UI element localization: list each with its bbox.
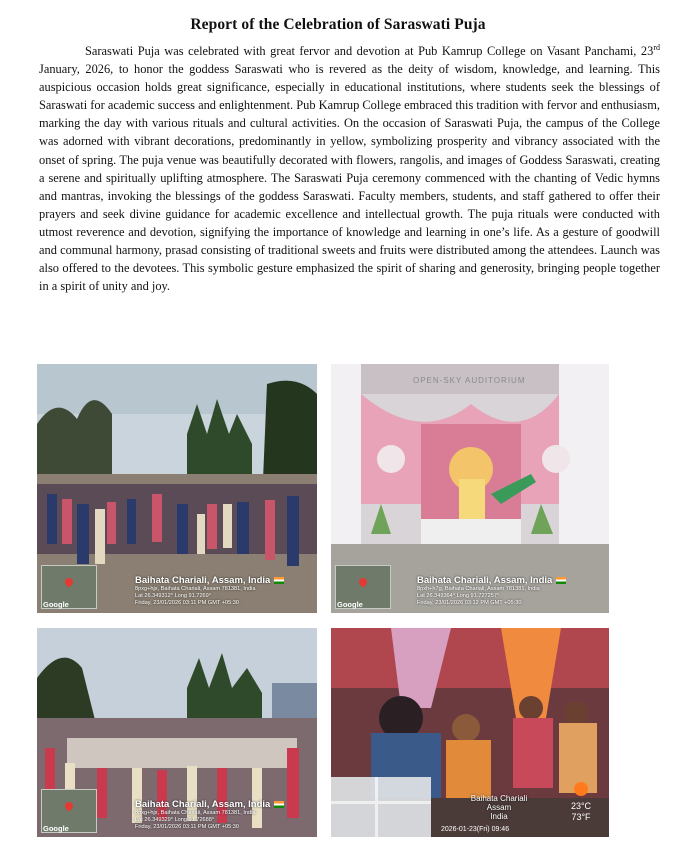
google-label: Google	[337, 600, 363, 609]
geotag-address: 8pxg+hjx, Baihata Chariali, Assam 781381, India	[135, 586, 256, 592]
geotag-coords: Lat 26.349312° Long 91.7269°	[135, 593, 212, 599]
map-thumbnail	[331, 777, 431, 837]
india-flag-icon	[274, 801, 284, 808]
map-pin-icon	[63, 800, 74, 811]
weather-widget	[561, 782, 601, 823]
map-road	[331, 801, 431, 804]
map-pin-icon	[63, 576, 74, 587]
geotag-datetime: Friday, 23/01/2026 03:11 PM GMT +05:30	[135, 824, 240, 830]
body-text-start: Saraswati Puja was celebrated with great fervor and devotion at Pub Kamrup College on Vasant Panchami, 23	[85, 44, 654, 58]
body-text-rest: January, 2026, to honor the goddess Saraswati who is revered as the deity of wisdom, knowledge, and learning. This auspicious occasion holds great significance, especially in educational institutions, where students seek the blessings of Saraswati for academic success and enlightenment. Pub Kamrup College embraced this tradition with fervor and enthusiasm, marking the day with various rituals and cultural activities. On the occasion of Saraswati Puja, the campus of the College was adorned with vibrant decorations, predominantly in yellow, symbolizing prosperity and vibrancy associated with the onset of spring. The puja venue was beautifully decorated with flowers, rangolis, and images of Goddess Saraswati, creating a serene and spiritually uplifting atmosphere. The Saraswati Puja ceremony commenced with the chanting of Vedic hymns and mantras, invoking the blessings of the goddess Saraswati. Faculty members, students, and staff gathered to offer their prayers and seek divine guidance for academic excellence and intellectual growth. The puja rituals were conducted with utmost reverence and devotion, signifying the importance of knowledge and learning in one’s life. As a gesture of goodwill and communal harmony, prasad consisting of traditional sweets and fruits were distributed among the attendees. Launch was also offered to the devotees. This symbolic gesture emphasized the spirit of sharing and generosity, bringing people together in a spirit of unity and joy.	[39, 62, 660, 294]
geotag-location-line1: Baihata Chariali	[470, 794, 528, 803]
geotag-overlay	[135, 575, 311, 607]
date-ordinal-suffix: rd	[653, 42, 660, 52]
report-body-paragraph	[39, 42, 660, 295]
geotag-location: Baihata Chariali, Assam, India	[135, 799, 271, 810]
geotag-datetime: Friday, 23/01/2026 03:11 PM GMT +05:30	[135, 600, 240, 606]
geotag-coords: Lat 26.349329° Long 91.72688°	[135, 817, 215, 823]
geotag-address: 8pxh+h7g, Baihata Chariali, Assam 781381, India	[417, 586, 540, 592]
map-road	[375, 777, 378, 837]
geotag-location: Baihata Chariali, Assam, India	[417, 575, 553, 586]
report-title: Report of the Celebration of Saraswati Puja	[190, 16, 486, 33]
auditorium-banner: OPEN-SKY AUDITORIUM	[413, 376, 526, 385]
geotag-overlay	[135, 799, 311, 831]
geotag-location: Baihata Chariali, Assam, India	[135, 575, 271, 586]
sun-icon	[574, 782, 588, 796]
geotag-datetime: Friday, 23/01/2026 03:12 PM GMT +05:30	[417, 600, 522, 606]
geotag-location-line3: India	[490, 812, 508, 821]
photo-crowd-gathering	[37, 364, 317, 613]
geotag-datetime: 2026-01-23(Fri) 09:46	[441, 826, 510, 833]
photo-saraswati-idol	[331, 364, 609, 613]
google-label: Google	[43, 600, 69, 609]
map-pin-icon	[357, 576, 368, 587]
geotag-location-line2: Assam	[486, 803, 512, 812]
temperature-fahrenheit: 73°F	[571, 812, 591, 822]
geotag-address: 8pxg+hjx, Baihata Chariali, Assam 781381, India	[135, 810, 256, 816]
geotag-overlay	[417, 575, 603, 607]
temperature-celsius: 23°C	[570, 801, 592, 811]
photo-prasad-distribution	[37, 628, 317, 837]
photo-puja-ritual	[331, 628, 609, 837]
geotag-coords: Lat 26.349364° Long 91.727257°	[417, 593, 500, 599]
india-flag-icon	[274, 577, 284, 584]
google-label: Google	[43, 824, 69, 833]
india-flag-icon	[556, 577, 566, 584]
